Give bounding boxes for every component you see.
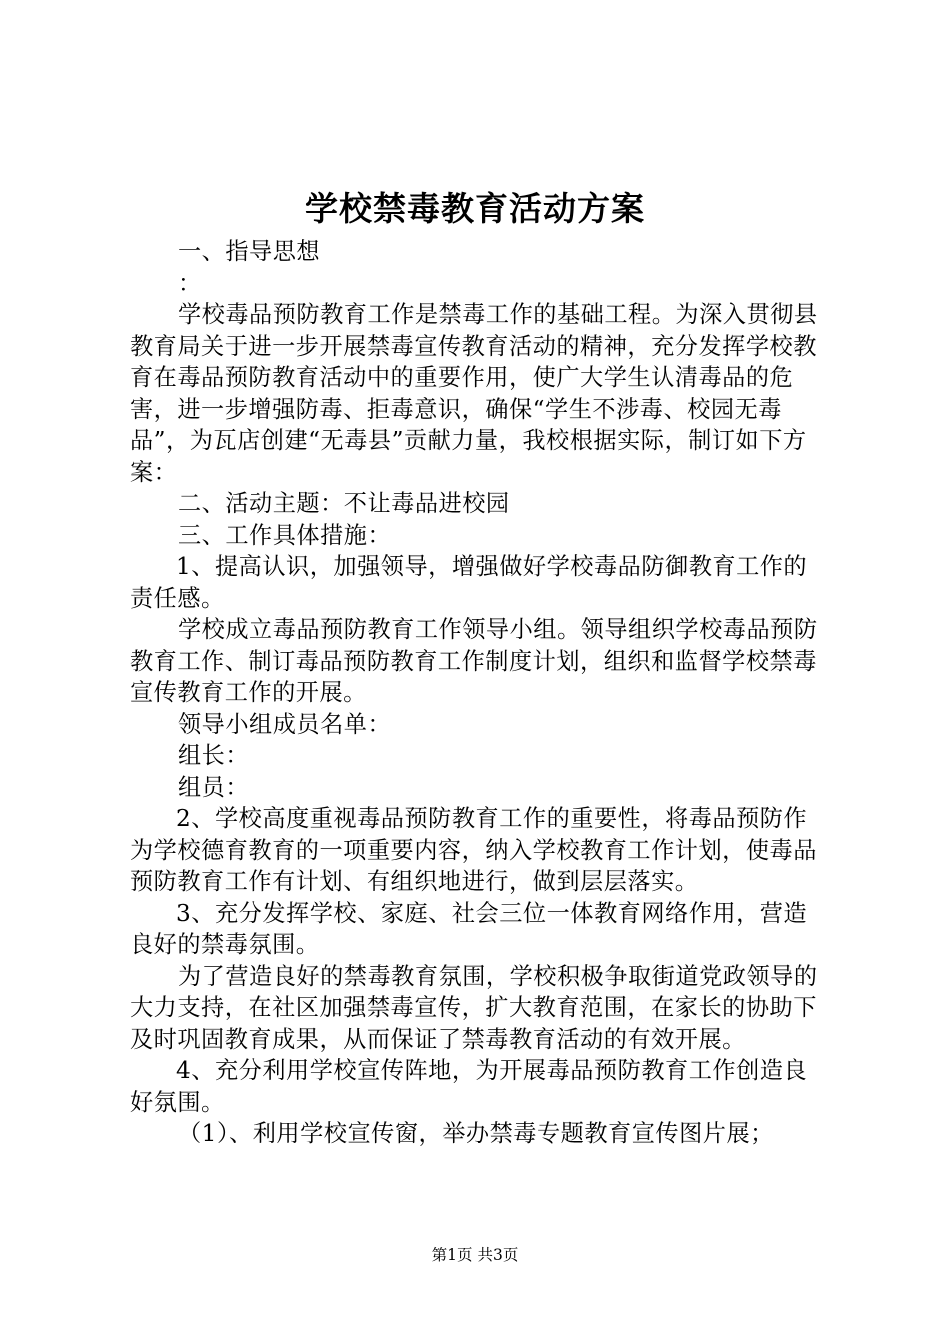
measure-item-3: 3、充分发挥学校、家庭、社会三位一体教育网络作用，营造良好的禁毒氛围。 (130, 899, 808, 958)
sub-item-1: （1）、利用学校宣传窗，举办禁毒专题教育宣传图片展； (178, 1120, 774, 1147)
section-heading-measures: 三、工作具体措施： (178, 521, 392, 549)
group-member-label: 组员： (178, 773, 250, 801)
section-heading-guiding-ideology: 一、指导思想 (178, 238, 321, 265)
leadership-group-paragraph: 学校成立毒品预防教育工作领导小组。领导组织学校毒品预防教育工作、制订毒品预防教育工作制度计划，组织和监督学校禁毒宣传教育工作的开展。 (130, 616, 818, 706)
page-footer: 第1页 共3页 (431, 1246, 519, 1264)
atmosphere-paragraph: 为了营造良好的禁毒教育氛围，学校积极争取街道党政领导的大力支持，在社区加强禁毒宣传，扩大教育范围，在家长的协助下及时巩固教育成果，从而保证了禁毒教育活动的有效开展。 (130, 962, 818, 1053)
member-list-label: 领导小组成员名单： (178, 710, 392, 738)
section-heading-activity-theme: 二、活动主题：不让毒品进校园 (178, 490, 510, 517)
measure-item-1: 1、提高认识，加强领导，增强做好学校毒品防御教育工作的责任感。 (130, 553, 808, 612)
group-leader-label: 组长： (178, 742, 250, 769)
colon-line: ： (178, 269, 202, 297)
measure-item-2: 2、学校高度重视毒品预防教育工作的重要性，将毒品预防作为学校德育教育的一项重要内容，纳入学校教育工作计划，使毒品预防教育工作有计划、有组织地进行，做到层层落实。 (130, 805, 817, 895)
intro-paragraph: 学校毒品预防教育工作是禁毒工作的基础工程。为深入贯彻县教育局关于进一步开展禁毒宣传教育活动的精神，充分发挥学校教育在毒品预防教育活动中的重要作用，使广大学生认清毒品的危害，进一步增强防毒、拒毒意识，确保“学生不涉毒、校园无毒品”，为瓦店创建“无毒县”贡献力量，我校根据实际，制订如下方案： (130, 301, 818, 486)
measure-item-4: 4、充分利用学校宣传阵地，为开展毒品预防教育工作创造良好氛围。 (130, 1057, 808, 1116)
document-title: 学校禁毒教育活动方案 (305, 189, 645, 228)
document-body (130, 236, 830, 1150)
